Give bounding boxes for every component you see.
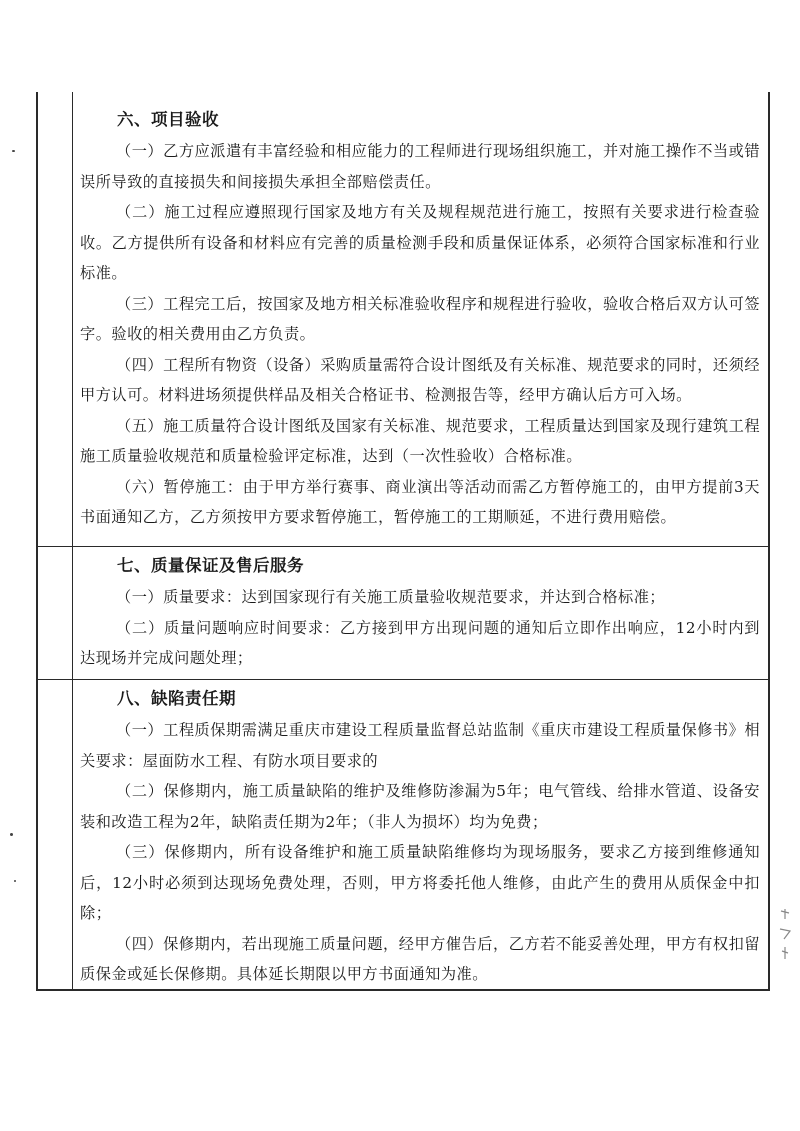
paragraph: （五）施工质量符合设计图纸及国家有关标准、规范要求，工程质量达到国家及现行建筑工程施工质量验收规范和质量检验评定标准，达到（一次性验收）合格标准。 xyxy=(80,416,760,465)
paragraph: （二）质量问题响应时间要求：乙方接到甲方出现问题的通知后立即作出响应，12小时内到达现场并完成问题处理； xyxy=(80,618,760,667)
paragraph: （四）保修期内，若出现施工质量问题，经甲方催告后，乙方若不能妥善处理，甲方有权扣留质保金或延长保修期。具体延长期限以甲方书面通知为准。 xyxy=(80,934,760,983)
paragraph: （二）保修期内，施工质量缺陷的维护及维修防渗漏为5年；电气管线、给排水管道、设备安装和改造工程为2年，缺陷责任期为2年；（非人为损坏）均为免费； xyxy=(80,782,760,831)
paragraph: （四）工程所有物资（设备）采购质量需符合设计图纸及有关标准、规范要求的同时，还须经甲方认可。材料进场须提供样品及相关合格证书、检测报告等，经甲方确认后方可入场。 xyxy=(80,355,760,404)
scan-speck xyxy=(12,150,15,152)
paragraph: （一）工程质保期需满足重庆市建设工程质量监督总站监制《重庆市建设工程质量保修书》相关要求：屋面防水工程、有防水项目要求的 xyxy=(80,721,760,770)
contract-table xyxy=(36,92,770,991)
paragraph: （三）保修期内，所有设备维护和施工质量缺陷维修均为现场服务，要求乙方接到维修通知后，12小时必须到达现场免费处理，否则，甲方将委托他人维修，由此产生的费用从质保金中扣除； xyxy=(80,843,760,922)
paragraph: （二）施工过程应遵照现行国家及地方有关及规程规范进行施工，按照有关要求进行检查验收。乙方提供所有设备和材料应有完善的质量检测手段和质量保证体系，必须符合国家标准和行业标准。 xyxy=(80,203,760,282)
paragraph: （三）工程完工后，按国家及地方相关标准验收程序和规程进行验收，验收合格后双方认可签字。验收的相关费用由乙方负责。 xyxy=(80,294,760,343)
scan-speck xyxy=(10,833,13,836)
section-project-acceptance xyxy=(80,104,760,533)
table-row-divider-2 xyxy=(38,679,768,680)
paragraph: （一）乙方应派遣有丰富经验和相应能力的工程师进行现场组织施工，并对施工操作不当或错误所导致的直接损失和间接损失承担全部赔偿责任。 xyxy=(80,142,760,191)
table-row-divider-1 xyxy=(38,546,768,547)
section-heading: 七、质量保证及售后服务 xyxy=(117,556,304,575)
scan-speck xyxy=(14,880,16,882)
paragraph: （六）暂停施工：由于甲方举行赛事、商业演出等活动而需乙方暂停施工的，由甲方提前3天书面通知乙方，乙方须按甲方要求暂停施工，暂停施工的工期顺延，不进行费用赔偿。 xyxy=(80,477,760,526)
paragraph: （一）质量要求：达到国家现行有关施工质量验收规范要求，并达到合格标准； xyxy=(116,588,666,606)
section-quality-assurance xyxy=(80,550,760,674)
section-defect-liability xyxy=(80,683,760,990)
section-heading: 八、缺陷责任期 xyxy=(117,689,236,708)
table-left-column-divider xyxy=(72,92,73,989)
section-heading: 六、项目验收 xyxy=(117,110,219,129)
binding-edge-marks xyxy=(775,905,797,965)
